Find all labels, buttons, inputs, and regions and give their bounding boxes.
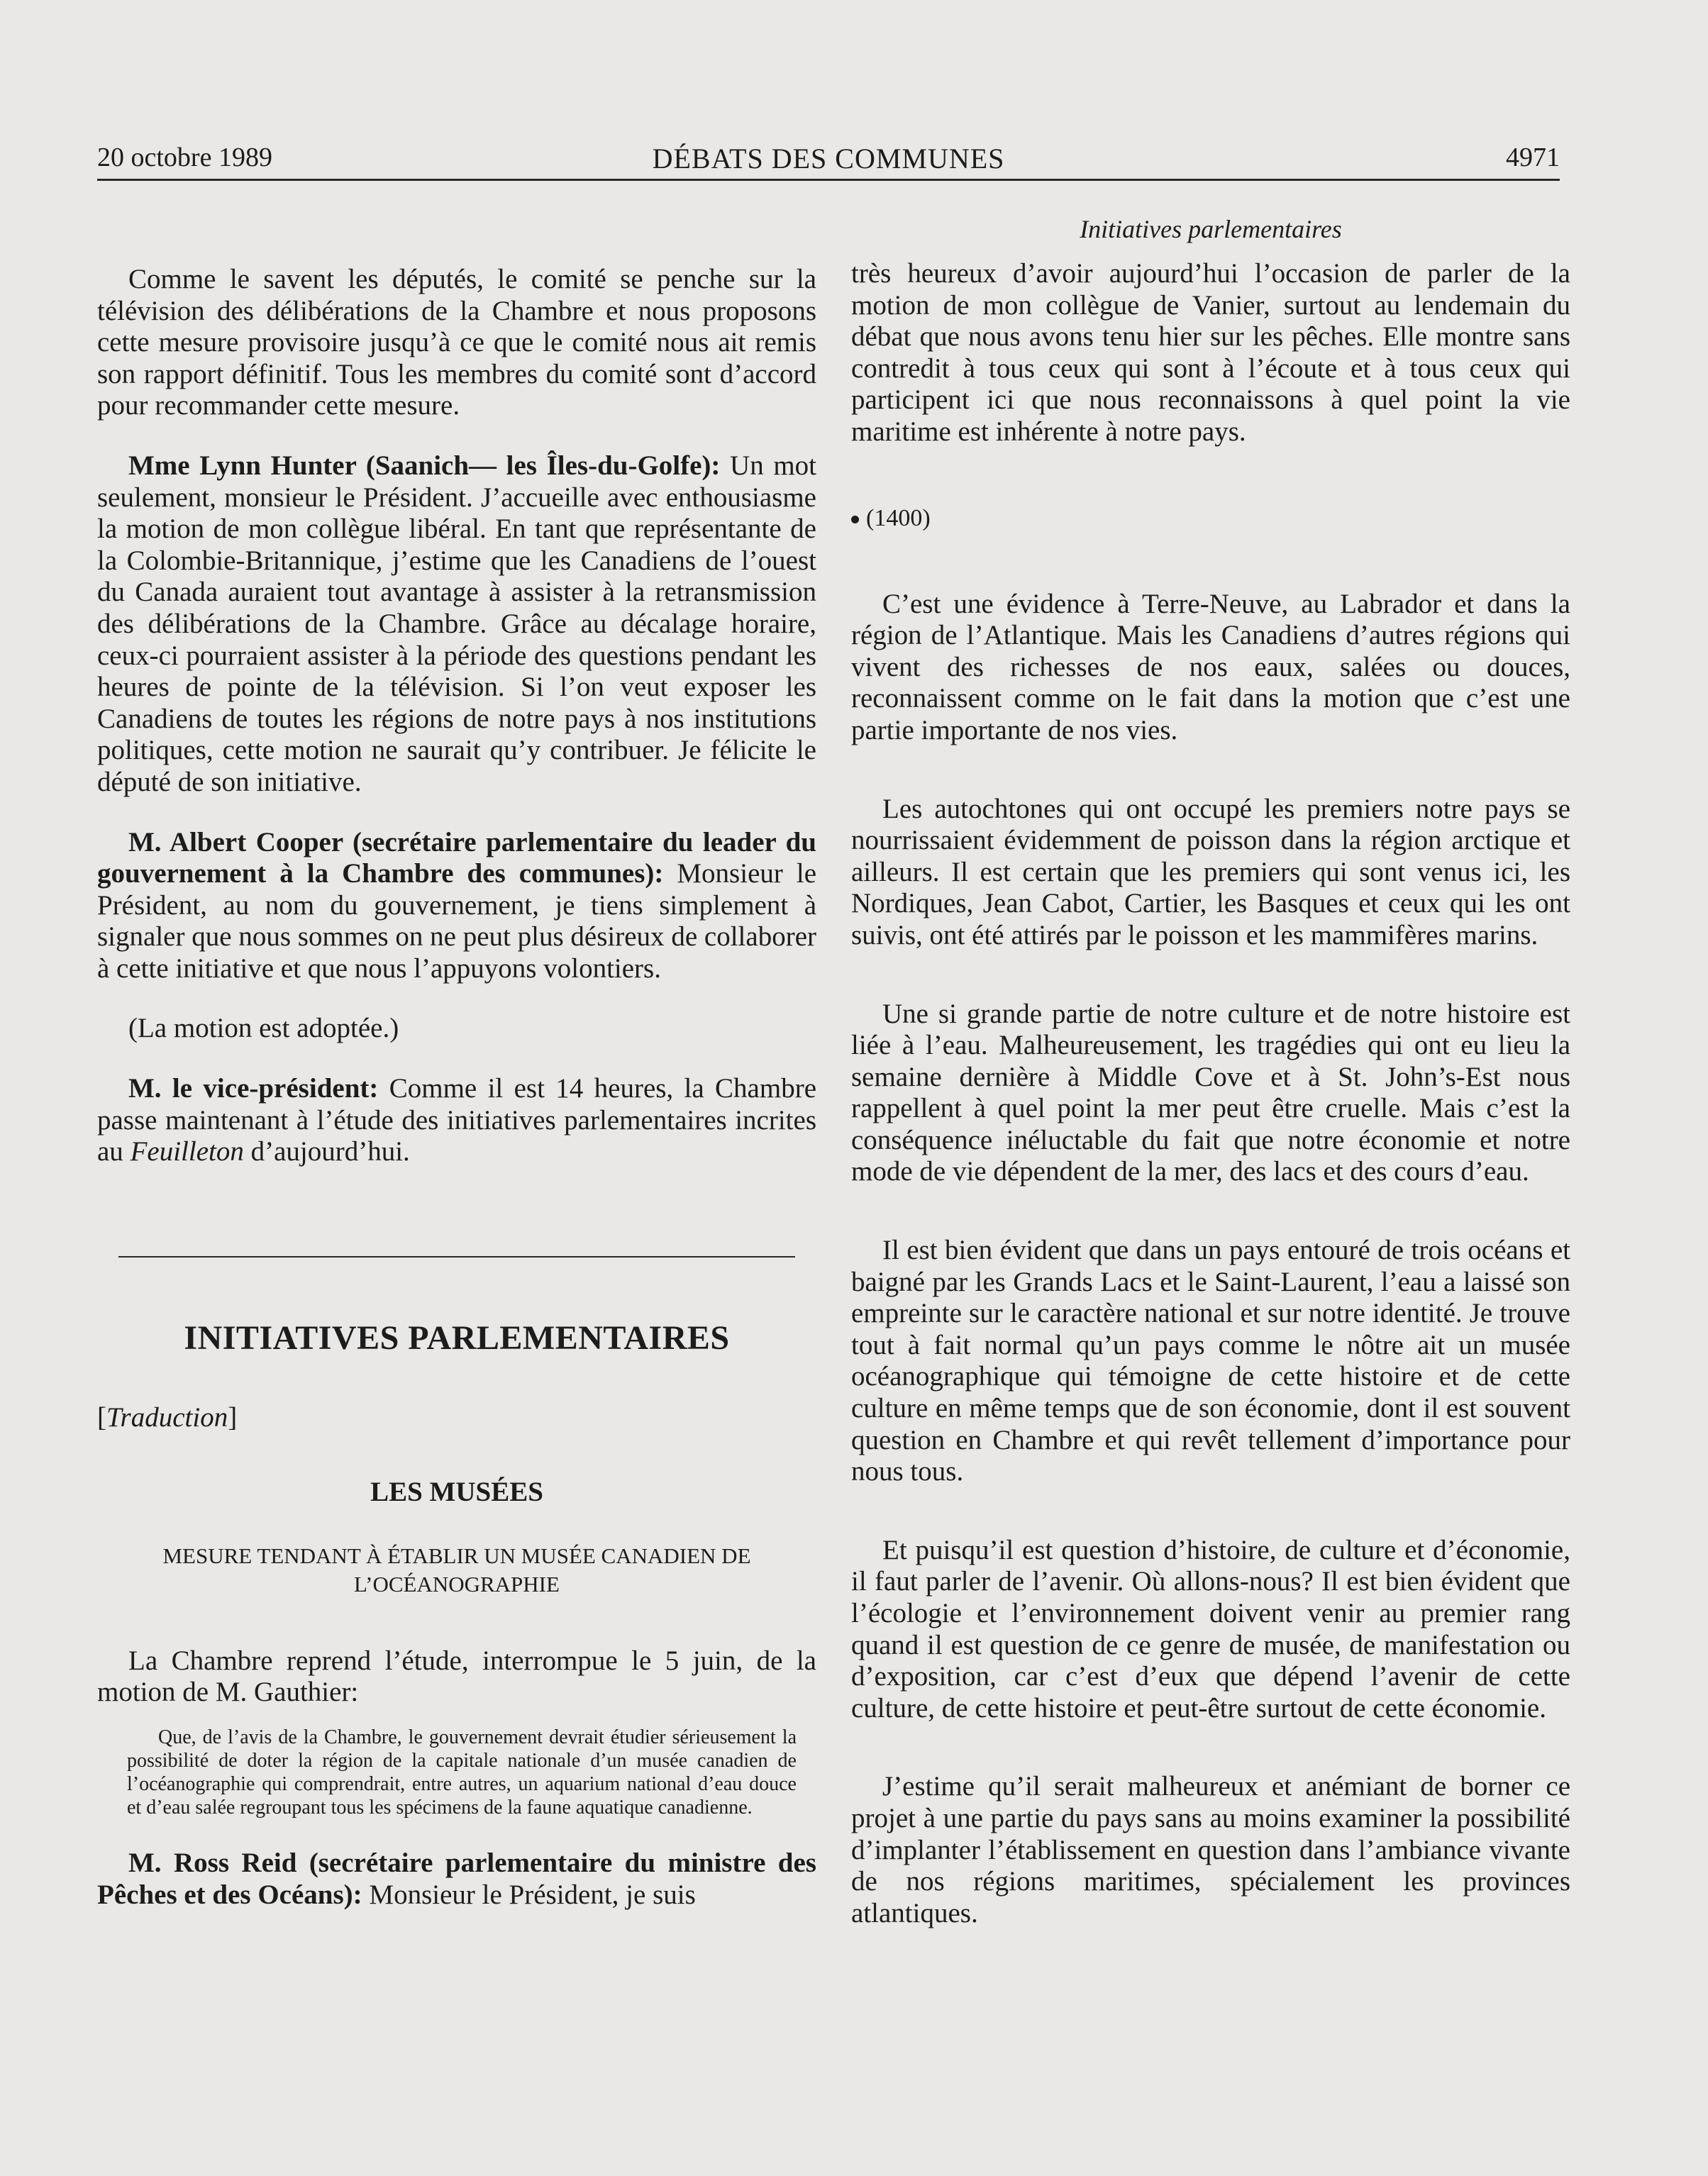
- speech-cooper: [97, 827, 816, 985]
- paragraph: C’est une évidence à Terre-Neuve, au Labrador et dans la région de l’Atlantique. Mais les Canadiens d’autres régions qui vivent des richesses de nos eaux, salées ou douces, reconnaissent comme on le fait dans la motion que c’est une partie importante de nos vies.: [851, 588, 1570, 745]
- speech-hunter: [97, 450, 816, 799]
- running-head: Initiatives parlementaires: [1080, 215, 1342, 243]
- right-column: [851, 214, 1570, 1929]
- header-title: DÉBATS DES COMMUNES: [652, 143, 1005, 174]
- time-value: (1400): [866, 504, 931, 531]
- header-date: 20 octobre 1989: [97, 143, 272, 172]
- section-divider: [118, 1256, 795, 1258]
- speech-text: Un mot seulement, monsieur le Président. J’accueille avec enthousiasme la motion de mon collègue libéral. En tant que représentante de la Colombie-Britannique, j’estime que les Canadiens de l’ouest du Canada auraient tout avantage à assister à la retransmission des délibérations de la Chambre. Grâce au décalage horaire, ceux-ci pourraient assister à la période des questions pendant les heures de pointe de la télévision. Si l’on veut exposer les Canadiens de toutes les régions de notre pays à nos institutions politiques, cette motion ne saurait qu’y contribuer. Je félicite le député de son initiative.: [97, 450, 816, 797]
- paragraph: J’estime qu’il serait malheureux et anémiant de borner ce projet à une partie du pays sans au moins examiner la possibilité d’implanter l’établissement en question dans l’ambiance vivante de nos régions maritimes, spécialement les provinces atlantiques.: [851, 1771, 1570, 1928]
- paragraph: Les autochtones qui ont occupé les premiers notre pays se nourrissaient évidemment de poisson dans la région arctique et ailleurs. Il est certain que les premiers qui sont venus ici, les Nordiques, Jean Cabot, Cartier, les Basques et ceux qui les ont suivis, ont été attirés par le poisson et les mammifères marins.: [851, 793, 1570, 950]
- bracket: [: [97, 1401, 106, 1433]
- paragraph: Il est bien évident que dans un pays entouré de trois océans et baigné par les Grands Lacs et le Saint-Laurent, l’eau a laissé son empreinte sur le caractère national et sur notre identité. Je trouve tout à fait normal qu’un pays comme le nôtre ait un musée océanographique qui témoigne de cette histoire et de cette culture en même temps que de son économie, dont il est souvent question en Chambre et qui revêt tellement d’importance pour nous tous.: [851, 1235, 1570, 1487]
- subsubject-line: MESURE TENDANT À ÉTABLIR UN MUSÉE CANADIEN DE: [162, 1543, 751, 1568]
- motion-adopted: (La motion est adoptée.): [128, 1013, 399, 1044]
- subsubject-line: L’OCÉANOGRAPHIE: [354, 1571, 560, 1597]
- speaker-name: M. Ross Reid (secrétaire parlementaire du ministre des Pêches et des Océans):: [97, 1848, 816, 1910]
- speech-text: Monsieur le Président, je suis: [362, 1879, 696, 1910]
- header-page-number: 4971: [1506, 143, 1560, 172]
- motion-quote: Que, de l’avis de la Chambre, le gouvernement devrait étudier sérieusement la possibilité de doter la région de la capitale nationale d’un musée canadien de l’océanographie qui comprendrait, entre autres, un aquarium national d’eau douce et d’eau salée regroupant tous les spécimens de la faune aquatique canadienne.: [127, 1726, 797, 1819]
- paragraph: très heureux d’avoir aujourd’hui l’occasion de parler de la motion de mon collègue de Vanier, surtout au lendemain du débat que nous avons tenu hier sur les pêches. Elle montre sans contredit à tous ceux qui sont à l’écoute et à tous ceux qui participent ici que nous reconnaissons à quel point la vie maritime est inhérente à notre pays.: [851, 258, 1570, 447]
- speech-text: Monsieur le Président, au nom du gouvernement, je tiens simplement à signaler que nous sommes on ne peut plus désireux de collaborer à cette initiative et que nous l’appuyons volontiers.: [97, 858, 817, 984]
- speech-text: d’aujourd’hui.: [243, 1136, 410, 1167]
- left-column: [97, 264, 816, 1911]
- speaker-name: M. le vice-président:: [128, 1073, 379, 1104]
- paragraph: Comme le savent les députés, le comité se penche sur la télévision des délibérations de la Chambre et nous proposons cette mesure provisoire jusqu’à ce que le comité nous ait remis son rapport définitif. Tous les membres du comité sont d’accord pour recommander cette mesure.: [97, 264, 816, 421]
- translation-word: Traduction: [106, 1401, 228, 1433]
- page-header: [97, 139, 1560, 181]
- paragraph: La Chambre reprend l’étude, interrompue le 5 juin, de la motion de M. Gauthier:: [97, 1645, 816, 1708]
- section-title: INITIATIVES PARLEMENTAIRES: [184, 1319, 730, 1357]
- speech-text: Comme il est 14 heures, la Chambre passe maintenant à l’étude des initiatives parlementaires incrites au: [97, 1073, 816, 1167]
- bracket: ]: [228, 1401, 238, 1433]
- time-marker: [851, 505, 1570, 532]
- speech-vice-president: [97, 1073, 816, 1168]
- subsubject-heading: [97, 1542, 816, 1599]
- translation-note: [97, 1401, 816, 1433]
- bullet-icon: [851, 516, 859, 523]
- paragraph: Une si grande partie de notre culture et de notre histoire est liée à l’eau. Malheureusement, les tragédies qui ont eu lieu la semaine dernière à Middle Cove et à St. John’s-Est nous rappellent à quel point la mer peut être cruelle. Mais c’est la conséquence inéluctable du fait que notre économie et notre mode de vie dépendent de la mer, des lacs et des cours d’eau.: [851, 998, 1570, 1187]
- speaker-name: M. Albert Cooper (secrétaire parlementaire du leader du gouvernement à la Chambre des communes):: [97, 826, 816, 889]
- subject-heading: LES MUSÉES: [370, 1476, 543, 1507]
- speech-reid: [97, 1848, 816, 1911]
- paragraph: Et puisqu’il est question d’histoire, de culture et d’économie, il faut parler de l’avenir. Où allons-nous? Il est bien évident que l’écologie et l’environnement doivent venir au premier rang quand il est question de ce genre de musée, de manifestation ou d’exposition, car c’est d’eux que dépend l’avenir de cette culture, de cette histoire et peut-être surtout de cette économie.: [851, 1534, 1570, 1723]
- feuilleton-italic: Feuilleton: [130, 1136, 244, 1167]
- speaker-name: Mme Lynn Hunter (Saanich— les Îles-du-Golfe):: [128, 450, 721, 481]
